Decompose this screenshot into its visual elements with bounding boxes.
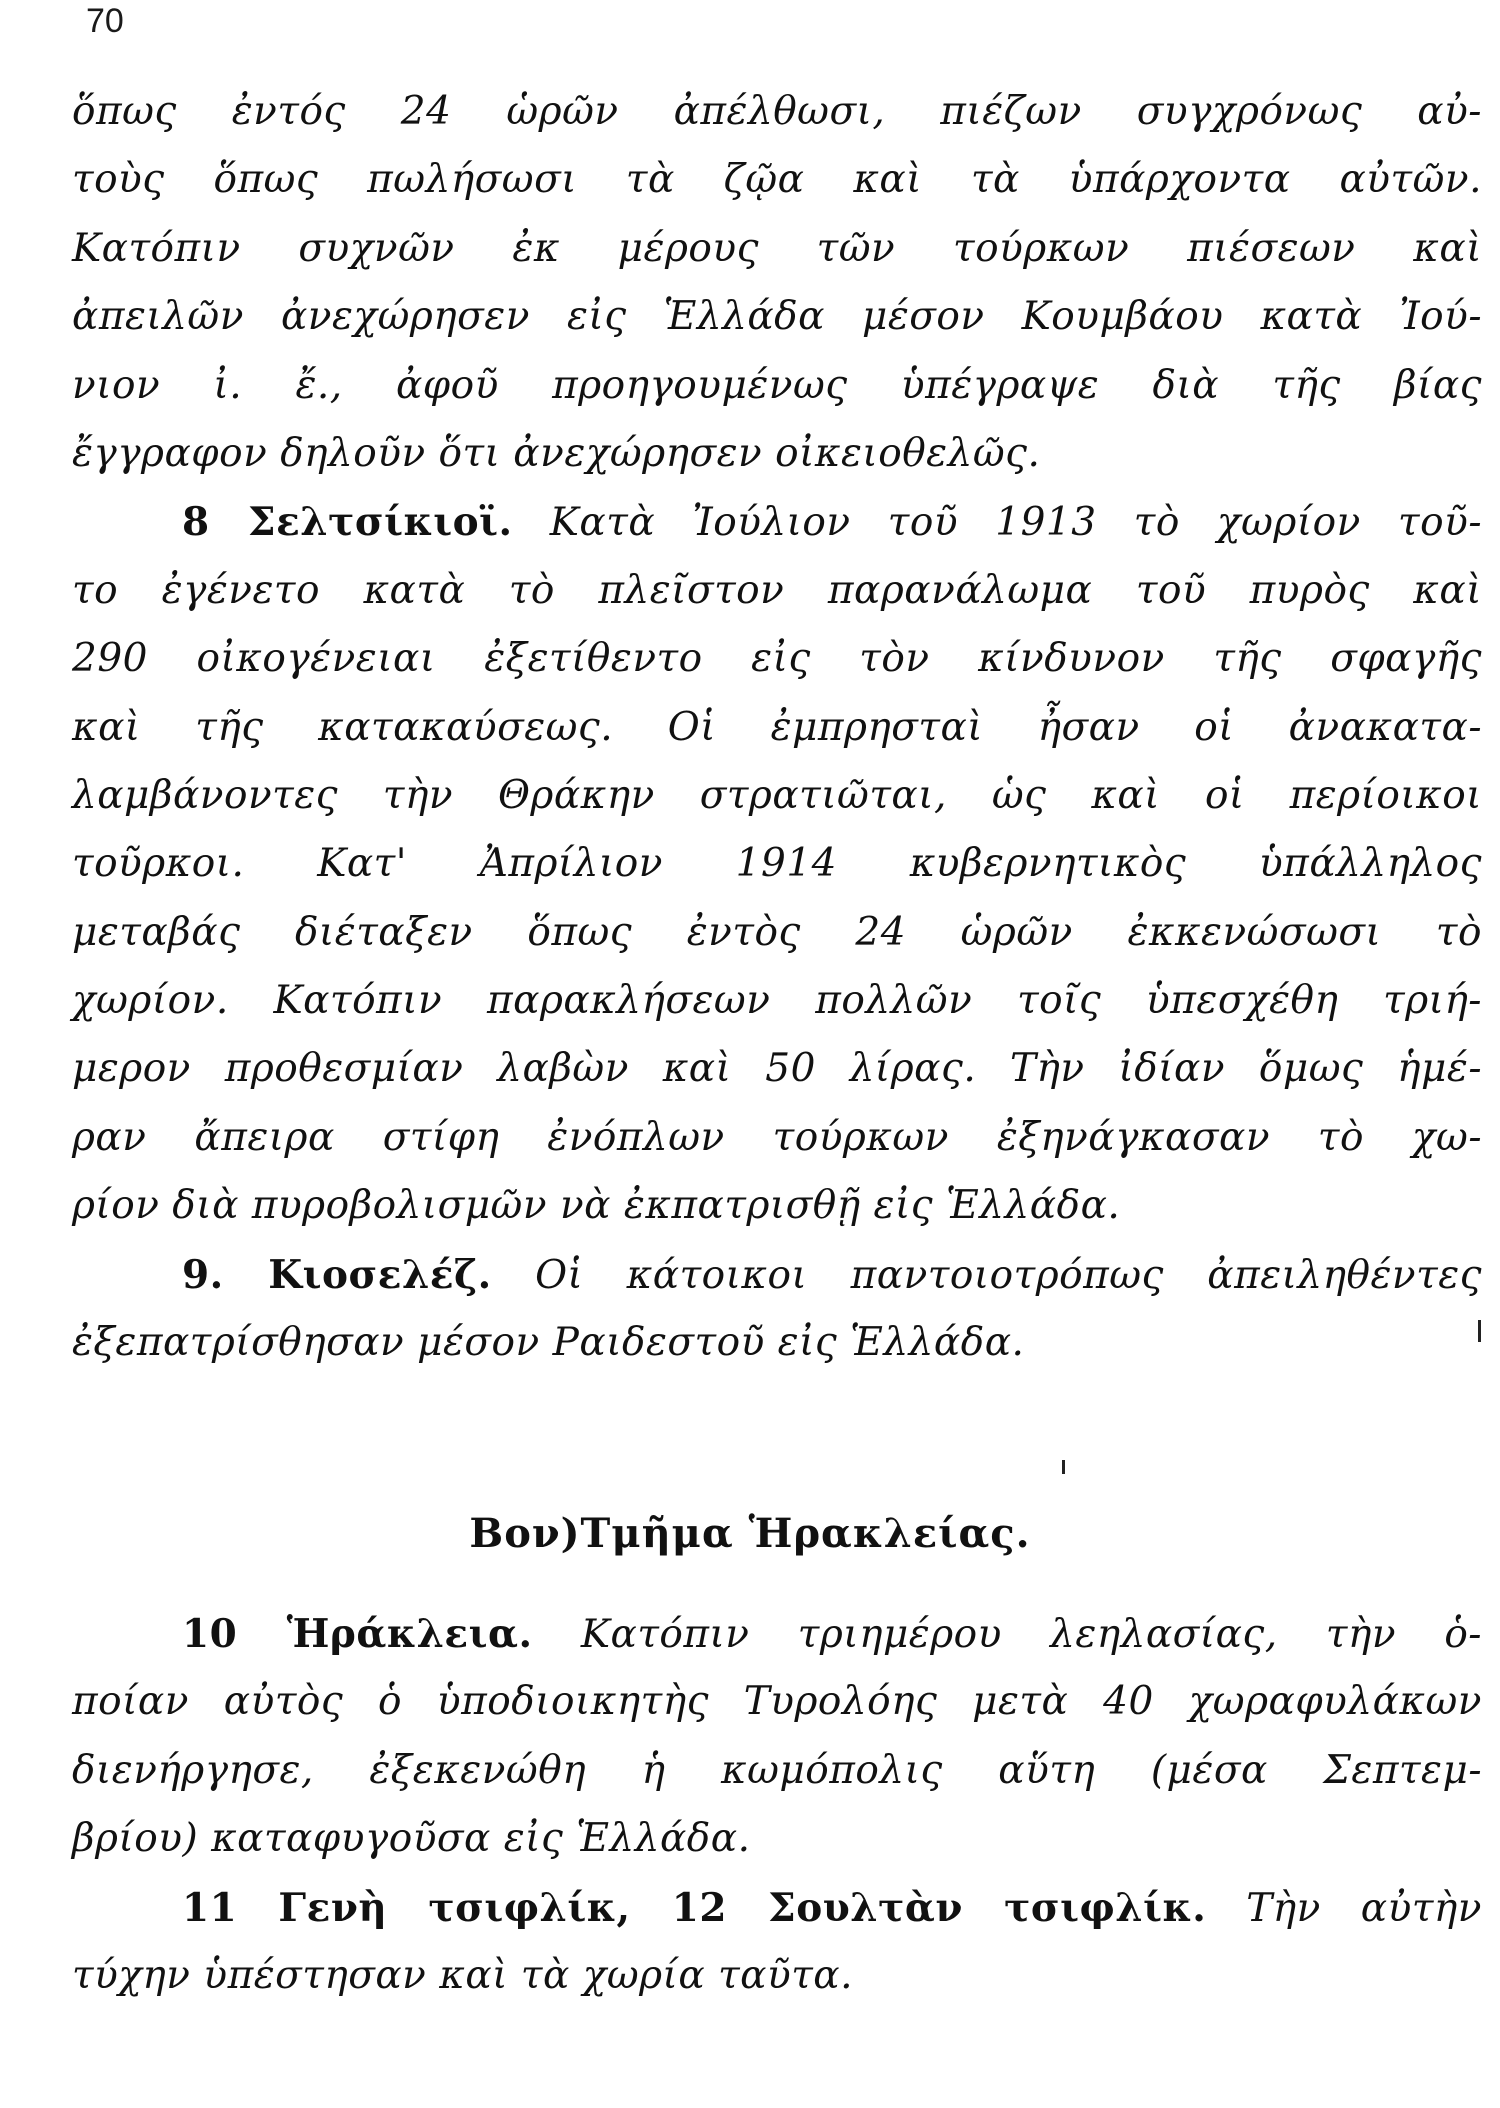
text-line: ἐξεπατρίσθησαν μέσον Ραιδεστοῦ εἰς Ἑλλάδα.	[72, 1320, 1025, 1366]
text-run: Τὴν αὐτὴν	[1206, 1885, 1482, 1931]
text-line: ἀπειλῶν ἀνεχώρησεν εἰς Ἑλλάδα μέσον Κουμβάου κατὰ Ἰού-	[72, 294, 1482, 340]
section-heading: Βον)Τμῆμα Ἡρακλείας.	[469, 1510, 1031, 1557]
text-run: Κατόπιν τριημέρου λεηλασίας, τὴν ὁ-	[532, 1612, 1482, 1657]
text-line: μερον προθεσμίαν λαβὼν καὶ 50 λίρας. Τὴν ἰδίαν ὅμως ἡμέ-	[72, 1046, 1482, 1092]
text-run: Κατὰ Ἰούλιον τοῦ 1913 τὸ χωρίον τοῦ-	[512, 500, 1482, 546]
text-line: καὶ τῆς κατακαύσεως. Οἱ ἐμπρησταὶ ἦσαν οἱ ἀνακατα-	[72, 704, 1482, 750]
text-line: το ἐγένετο κατὰ τὸ πλεῖστον παρανάλωμα τοῦ πυρὸς καὶ	[72, 567, 1482, 613]
entry-heading-seltsikioi: 8 Σελτσίκιοϊ.	[182, 499, 513, 546]
text-line: τοῦρκοι. Κατ' Ἀπρίλιον 1914 κυβερνητικὸς ὑπάλληλος	[72, 841, 1482, 887]
paragraph-geni-first-line	[72, 1874, 1482, 1942]
entry-heading-geni-soultan: 11 Γενὴ τσιφλίκ, 12 Σουλτὰν τσιφλίκ.	[182, 1884, 1207, 1931]
text-line: 290 οἰκογένειαι ἐξετίθεντο εἰς τὸν κίνδυνον τῆς σφαγῆς	[72, 636, 1482, 682]
paragraph-herakleia-first-line	[72, 1600, 1482, 1668]
text-line: βρίου) καταφυγοῦσα εἰς Ἑλλάδα.	[72, 1816, 751, 1862]
entry-heading-kiosele: 9. Κιοσελέζ.	[182, 1251, 492, 1298]
text-line: διενήργησε, ἐξεκενώθη ἡ κωμόπολις αὕτη (μέσα Σεπτεμ-	[72, 1747, 1482, 1793]
text-line: ραν ἄπειρα στίφη ἐνόπλων τούρκων ἐξηνάγκασαν τὸ χω-	[72, 1114, 1482, 1160]
text-line: τύχην ὑπέστησαν καὶ τὰ χωρία ταῦτα.	[72, 1952, 854, 1998]
text-block-upper	[72, 78, 1482, 1377]
paragraph-seltsikioi-first-line	[72, 488, 1482, 556]
page-number: 70	[86, 2, 124, 40]
margin-speck	[1062, 1460, 1065, 1474]
text-line: μεταβάς διέταξεν ὅπως ἐντὸς 24 ὡρῶν ἐκκενώσωσι τὸ	[72, 909, 1482, 955]
text-block-lower	[72, 1600, 1482, 2010]
text-run: Οἱ κάτοικοι παντοιοτρόπως ἀπειληθέντες	[491, 1252, 1482, 1298]
text-line: χωρίον. Κατόπιν παρακλήσεων πολλῶν τοῖς ὑπεσχέθη τριή-	[72, 978, 1482, 1024]
paragraph-kiosele-first-line	[72, 1241, 1482, 1309]
text-line: νιον ἰ. ἔ., ἀφοῦ προηγουμένως ὑπέγραψε διὰ τῆς βίας	[72, 362, 1482, 408]
text-line: ἔγγραφον δηλοῦν ὅτι ἀνεχώρησεν οἰκειοθελῶς.	[72, 430, 1041, 476]
text-line: ποίαν αὐτὸς ὁ ὑποδιοικητὴς Τυρολόης μετὰ 40 χωραφυλάκων	[72, 1679, 1482, 1725]
entry-heading-herakleia: 10 Ἡράκλεια.	[182, 1611, 533, 1657]
text-line: ὅπως ἐντός 24 ὡρῶν ἀπέλθωσι, πιέζων συγχρόνως αὐ-	[72, 89, 1482, 134]
text-line: Κατόπιν συχνῶν ἐκ μέρους τῶν τούρκων πιέσεων καὶ	[72, 225, 1482, 271]
text-line: ρίον διὰ πυροβολισμῶν νὰ ἐκπατρισθῇ εἰς Ἑλλάδα.	[72, 1183, 1121, 1229]
text-line: τοὺς ὅπως πωλήσωσι τὰ ζῷα καὶ τὰ ὑπάρχοντα αὐτῶν.	[72, 157, 1482, 203]
text-line: λαμβάνοντες τὴν Θράκην στρατιῶται, ὡς καὶ οἱ περίοικοι	[72, 772, 1482, 818]
